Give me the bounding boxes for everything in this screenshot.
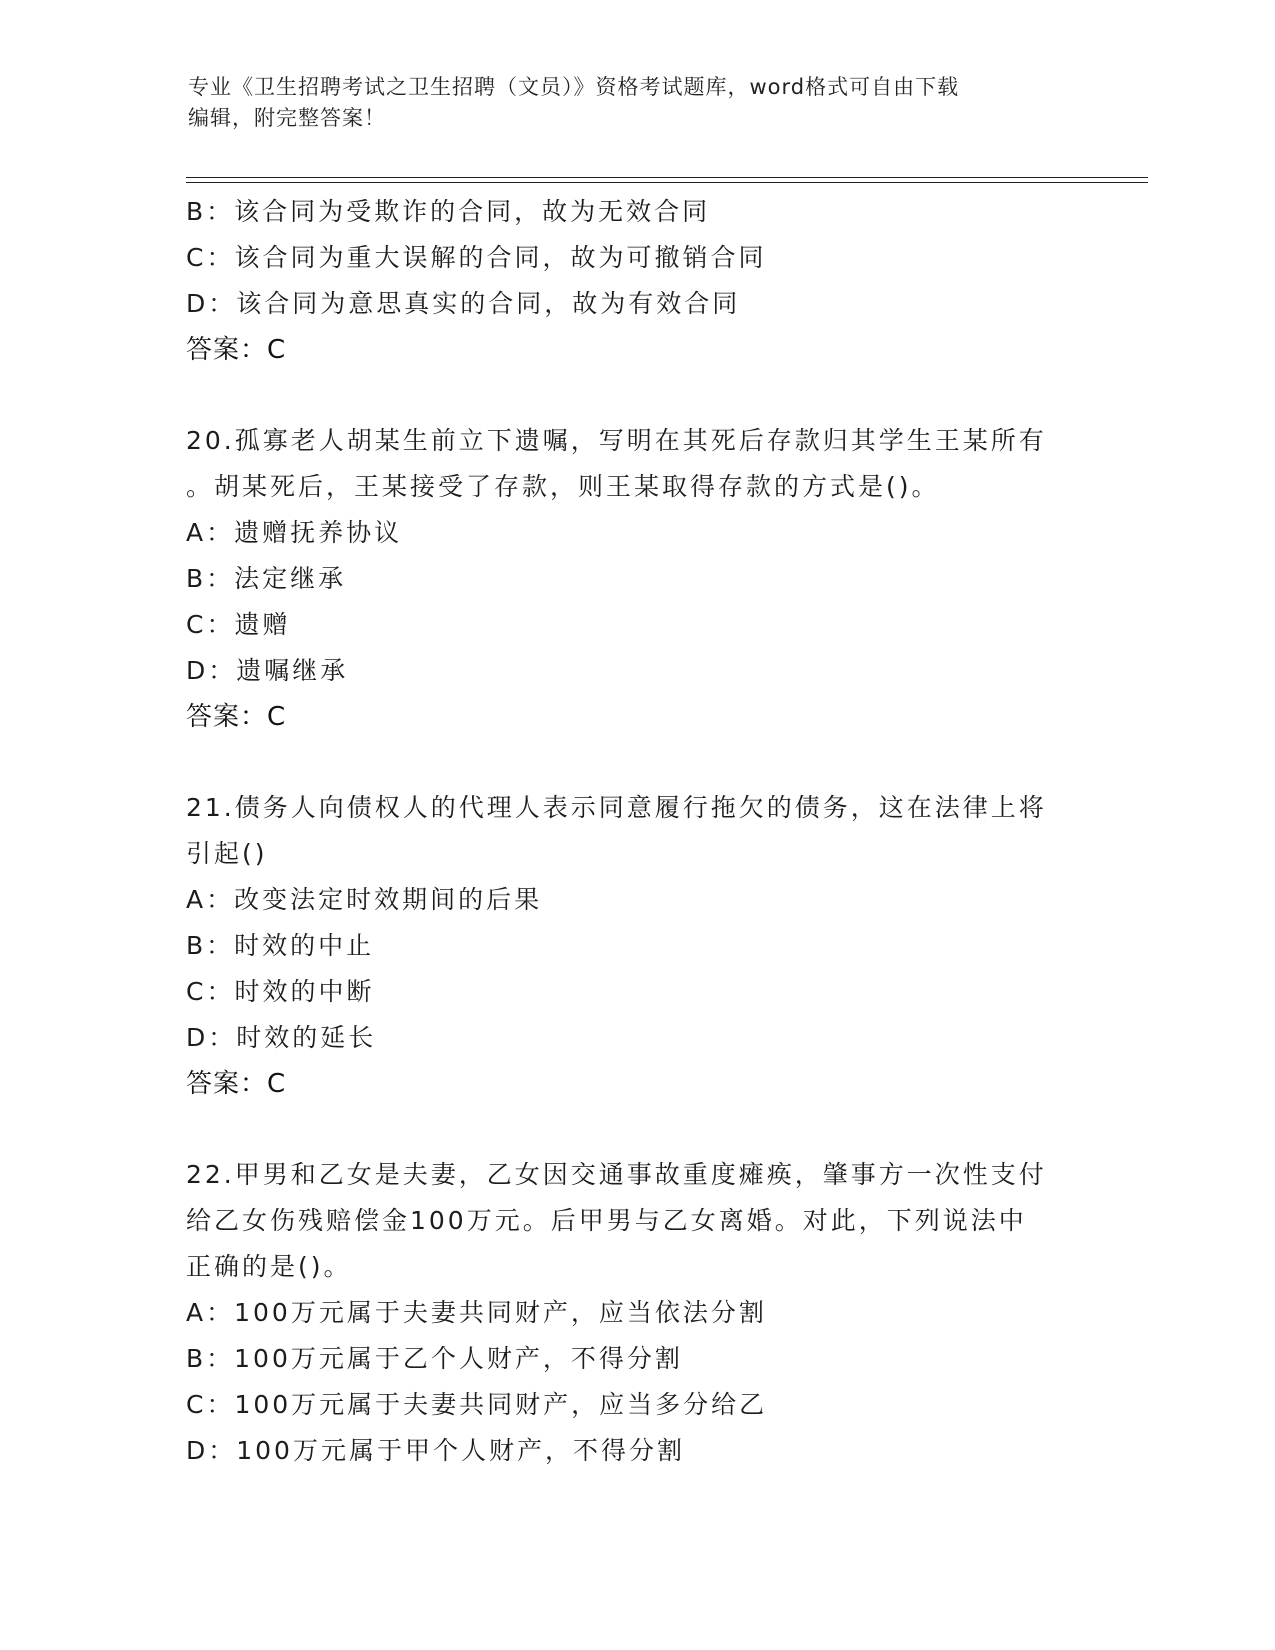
option-d: D：该合同为意思真实的合同，故为有效合同 (186, 289, 741, 318)
option-c: C：时效的中断 (186, 977, 375, 1006)
option-a: A：改变法定时效期间的后果 (186, 885, 543, 914)
question-stem-line: 21.债务人向债权人的代理人表示同意履行拖欠的债务，这在法律上将 (186, 793, 1047, 822)
question-22 (186, 1152, 1086, 1474)
option-b: B：该合同为受欺诈的合同，故为无效合同 (186, 197, 711, 226)
question-stem-line: 给乙女伤残赔偿金100万元。后甲男与乙女离婚。对此，下列说法中 (186, 1206, 1027, 1235)
option-a: A：100万元属于夫妻共同财产，应当依法分割 (186, 1298, 767, 1327)
question-stem-line: 。胡某死后，王某接受了存款，则王某取得存款的方式是()。 (186, 472, 940, 501)
option-c: C：100万元属于夫妻共同财产，应当多分给乙 (186, 1390, 768, 1419)
question-stem-line: 22.甲男和乙女是夫妻，乙女因交通事故重度瘫痪，肇事方一次性支付 (186, 1160, 1047, 1189)
spacer (186, 373, 1086, 418)
header-divider-bottom (186, 182, 1148, 183)
answer: 答案：C (186, 702, 287, 732)
option-d: D：时效的延长 (186, 1023, 377, 1052)
document-header (188, 72, 1088, 134)
option-c: C：遗赠 (186, 610, 291, 639)
spacer (186, 1107, 1086, 1152)
option-b: B：100万元属于乙个人财产，不得分割 (186, 1344, 683, 1373)
header-divider-top (186, 177, 1148, 178)
question-stem-line: 20.孤寡老人胡某生前立下遗嘱，写明在其死后存款归其学生王某所有 (186, 426, 1047, 455)
option-b: B：时效的中止 (186, 931, 375, 960)
question-stem-line: 引起() (186, 839, 268, 868)
header-line-1: 专业《卫生招聘考试之卫生招聘（文员）》资格考试题库，word格式可自由下载 (188, 75, 960, 99)
question-list (186, 189, 1086, 1474)
question-21 (186, 785, 1086, 1107)
answer: 答案：C (186, 1069, 287, 1099)
question-20 (186, 418, 1086, 740)
option-d: D：遗嘱继承 (186, 656, 349, 685)
question-19 (186, 189, 1086, 373)
question-stem-line: 正确的是()。 (186, 1252, 352, 1281)
option-c: C：该合同为重大误解的合同，故为可撤销合同 (186, 243, 767, 272)
spacer (186, 740, 1086, 785)
option-b: B：法定继承 (186, 564, 347, 593)
option-a: A：遗赠抚养协议 (186, 518, 403, 547)
option-d: D：100万元属于甲个人财产，不得分割 (186, 1436, 685, 1465)
answer: 答案：C (186, 335, 287, 365)
header-line-2: 编辑，附完整答案！ (188, 106, 386, 130)
